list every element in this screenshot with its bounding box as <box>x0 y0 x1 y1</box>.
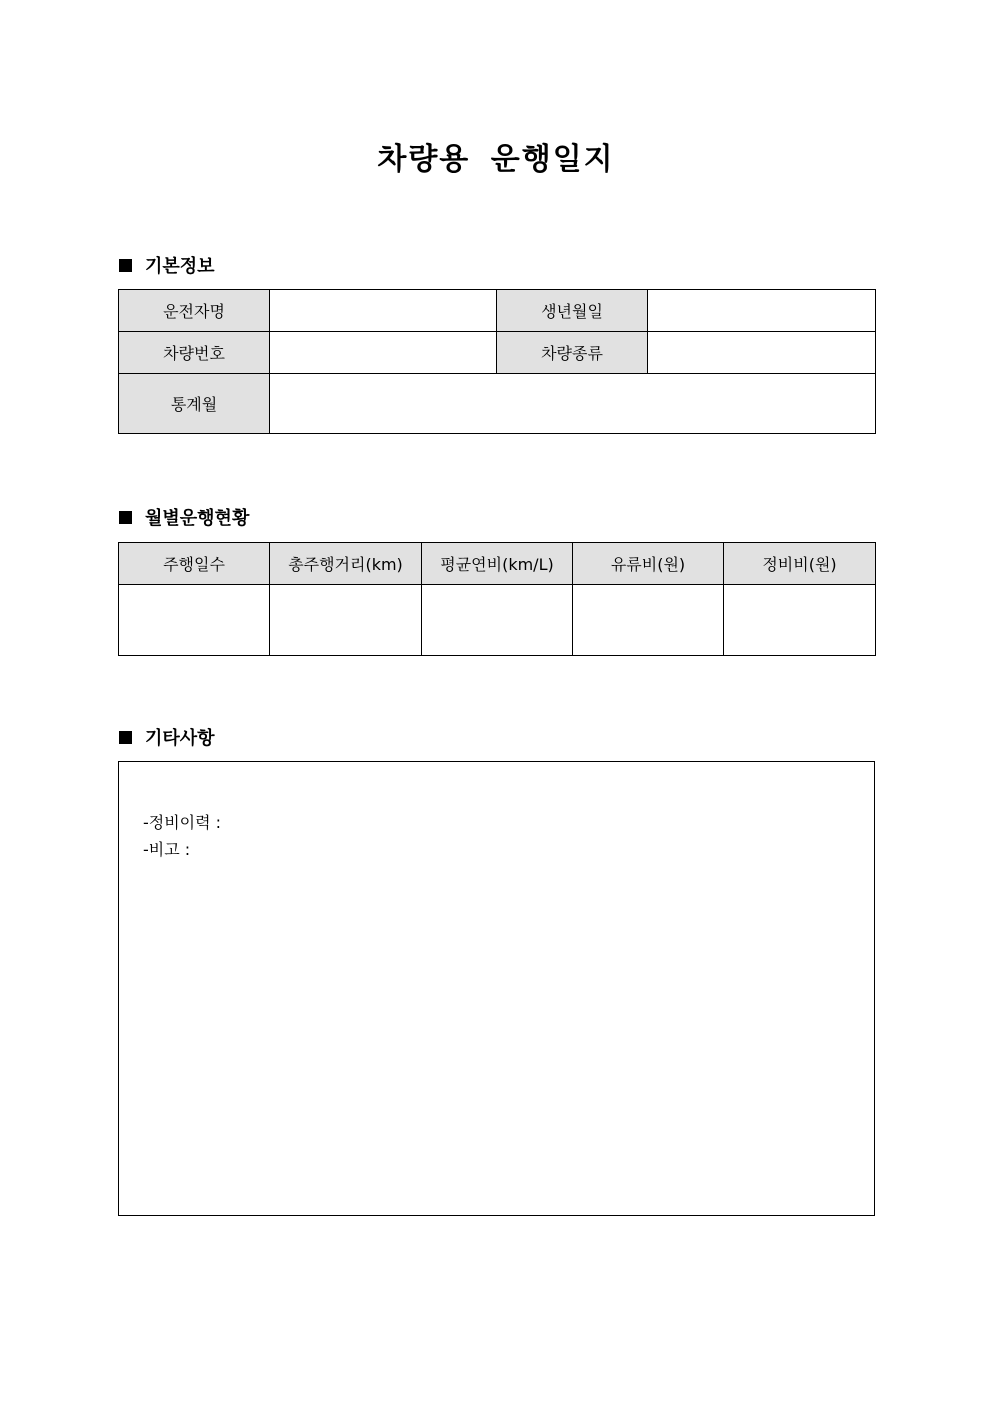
section-heading-monthly-status <box>119 504 249 530</box>
column-header-total-distance: 총주행거리(km) <box>270 543 422 585</box>
page-title: 차량용 운행일지 <box>377 142 615 177</box>
stat-month-label: 통계월 <box>119 374 270 434</box>
total-distance-field[interactable] <box>270 585 422 656</box>
fuel-cost-field[interactable] <box>573 585 724 656</box>
section-heading-other-notes <box>119 724 215 750</box>
stat-month-field[interactable] <box>270 374 876 434</box>
section-heading-label: 기본정보 <box>145 256 215 277</box>
column-header-fuel-cost: 유류비(원) <box>573 543 724 585</box>
table-row <box>119 290 876 332</box>
driver-name-field[interactable] <box>270 290 497 332</box>
notes-box[interactable] <box>118 761 875 1216</box>
birthdate-label: 생년월일 <box>497 290 648 332</box>
driving-days-field[interactable] <box>119 585 270 656</box>
square-bullet-icon <box>119 511 132 524</box>
table-header-row <box>119 543 876 585</box>
table-row <box>119 332 876 374</box>
birthdate-field[interactable] <box>648 290 876 332</box>
basic-info-table <box>118 289 876 434</box>
vehicle-type-label: 차량종류 <box>497 332 648 374</box>
maintenance-cost-field[interactable] <box>724 585 876 656</box>
vehicle-type-field[interactable] <box>648 332 876 374</box>
column-header-driving-days: 주행일수 <box>119 543 270 585</box>
square-bullet-icon <box>119 259 132 272</box>
driver-name-label: 운전자명 <box>119 290 270 332</box>
table-row <box>119 585 876 656</box>
monthly-status-table <box>118 542 876 656</box>
column-header-average-fuel-efficiency: 평균연비(km/L) <box>422 543 573 585</box>
column-header-maintenance-cost: 정비비(원) <box>724 543 876 585</box>
table-row <box>119 374 876 434</box>
remarks-line: -비고 : <box>143 840 191 859</box>
vehicle-number-field[interactable] <box>270 332 497 374</box>
maintenance-history-line: -정비이력 : <box>143 813 222 832</box>
section-heading-label: 월별운행현황 <box>145 508 250 529</box>
square-bullet-icon <box>119 731 132 744</box>
vehicle-number-label: 차량번호 <box>119 332 270 374</box>
section-heading-basic-info <box>119 252 215 278</box>
section-heading-label: 기타사항 <box>145 728 215 749</box>
average-fuel-efficiency-field[interactable] <box>422 585 573 656</box>
